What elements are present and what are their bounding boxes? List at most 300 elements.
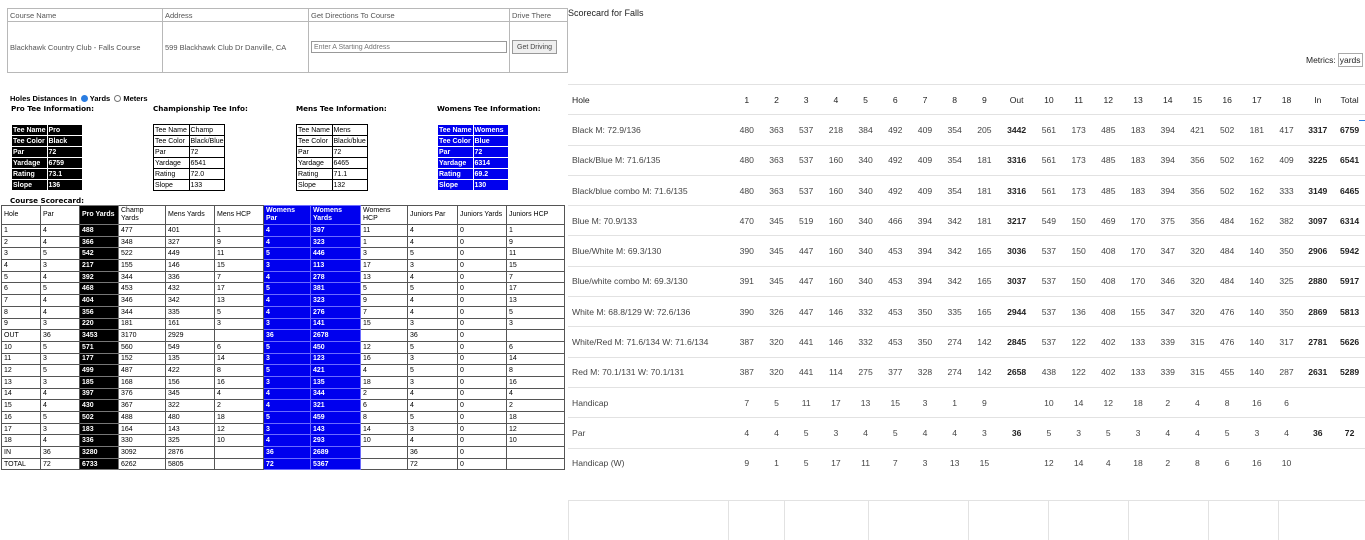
scorecard-cell xyxy=(215,447,264,459)
falls-cell: 335 xyxy=(940,297,970,327)
falls-cell: 2944 xyxy=(999,297,1034,327)
falls-column-header: 4 xyxy=(821,85,851,115)
falls-column-header: 1 xyxy=(732,85,762,115)
scorecard-cell: 5 xyxy=(41,412,80,424)
pro-tee-title: Pro Tee Information: xyxy=(11,104,95,113)
tee-info-label: Tee Color xyxy=(438,136,474,147)
falls-cell: 3097 xyxy=(1301,206,1334,236)
falls-cell: 17 xyxy=(821,448,851,478)
scorecard-cell: 9 xyxy=(507,236,565,248)
falls-cell: 342 xyxy=(940,266,970,296)
falls-cell: 492 xyxy=(880,145,910,175)
scorecard-cell: 8 xyxy=(361,412,408,424)
falls-cell: 537 xyxy=(1034,236,1064,266)
falls-cell: 287 xyxy=(1272,357,1302,387)
scorecard-cell: 4 xyxy=(408,388,458,400)
scorecard-cell: 0 xyxy=(458,236,507,248)
falls-cell: 72 xyxy=(1334,418,1365,448)
scorecard-cell: 16 xyxy=(507,376,565,388)
scorecard-column-header: Juniors HCP xyxy=(507,206,565,225)
scorecard-cell: 135 xyxy=(166,353,215,365)
falls-cell: 6314 xyxy=(1334,206,1365,236)
falls-cell: 274 xyxy=(940,357,970,387)
tee-info-row xyxy=(438,169,509,180)
falls-cell: 466 xyxy=(880,206,910,236)
scorecard-cell: 9 xyxy=(361,295,408,307)
scorecard-cell: 5 xyxy=(2,271,41,283)
falls-cell: 9 xyxy=(732,448,762,478)
drive-cell xyxy=(510,22,568,73)
falls-cell: 394 xyxy=(910,206,940,236)
scorecard-cell: 13 xyxy=(507,295,565,307)
scorecard-cell: 15 xyxy=(2,400,41,412)
scorecard-cell xyxy=(361,447,408,459)
falls-cell: 3036 xyxy=(999,236,1034,266)
falls-cell: 320 xyxy=(1183,266,1213,296)
scorecard-cell: 522 xyxy=(119,248,166,260)
scorecard-cell: 14 xyxy=(361,423,408,435)
scorecard-cell: 220 xyxy=(80,318,119,330)
scorecard-cell: 8 xyxy=(215,365,264,377)
tee-info-value: Black xyxy=(47,136,83,147)
falls-cell: 453 xyxy=(880,327,910,357)
falls-cell: 150 xyxy=(1064,206,1094,236)
falls-cell: 173 xyxy=(1064,115,1094,145)
falls-cell: 453 xyxy=(880,297,910,327)
falls-cell: 170 xyxy=(1123,206,1153,236)
scorecard-cell: 5 xyxy=(264,412,311,424)
scorecard-cell: 3 xyxy=(264,353,311,365)
scorecard-cell: 422 xyxy=(166,365,215,377)
scorecard-cell: 10 xyxy=(2,341,41,353)
scorecard-cell: 185 xyxy=(80,376,119,388)
falls-column-header: 9 xyxy=(970,85,1000,115)
tee-info-row xyxy=(297,136,368,147)
falls-column-header: 15 xyxy=(1183,85,1213,115)
scorecard-cell: 4 xyxy=(41,236,80,248)
metrics-control xyxy=(1306,53,1363,67)
scorecard-cell: 5 xyxy=(41,248,80,260)
falls-tee-row xyxy=(568,327,1365,357)
scorecard-cell: 459 xyxy=(311,412,361,424)
scorecard-cell: 3 xyxy=(408,353,458,365)
scorecard-row xyxy=(2,376,565,388)
falls-column-header: In xyxy=(1301,85,1334,115)
tee-info-row xyxy=(12,136,83,147)
falls-row-label: Blue/White M: 69.3/130 xyxy=(568,236,732,266)
scorecard-cell: 0 xyxy=(458,248,507,260)
falls-row-label: White M: 68.8/129 W: 72.6/136 xyxy=(568,297,732,327)
scorecard-cell: 335 xyxy=(166,306,215,318)
falls-cell: 347 xyxy=(1153,297,1183,327)
falls-cell: 4 xyxy=(851,418,881,448)
falls-cell: 160 xyxy=(821,266,851,296)
falls-cell: 394 xyxy=(910,266,940,296)
falls-cell: 470 xyxy=(732,206,762,236)
falls-cell: 391 xyxy=(732,266,762,296)
tee-info-value: 132 xyxy=(332,180,368,191)
scorecard-cell: 4 xyxy=(264,225,311,237)
falls-cell: 320 xyxy=(1183,236,1213,266)
tee-info-label: Par xyxy=(297,147,333,158)
scorecard-cell: 36 xyxy=(41,330,80,342)
falls-row-label: Black M: 72.9/136 xyxy=(568,115,732,145)
scorecard-cell: 168 xyxy=(119,376,166,388)
falls-cell: 114 xyxy=(821,357,851,387)
falls-cell: 3 xyxy=(910,387,940,417)
tee-info-value: 72 xyxy=(473,147,509,158)
falls-cell: 549 xyxy=(1034,206,1064,236)
scorecard-cell: 3 xyxy=(408,318,458,330)
falls-column-header: 12 xyxy=(1093,85,1123,115)
tee-info-label: Tee Name xyxy=(297,125,333,136)
scorecard-cell: 7 xyxy=(215,271,264,283)
scorecard-cell: 14 xyxy=(215,353,264,365)
falls-cell: 409 xyxy=(910,115,940,145)
falls-cell: 146 xyxy=(821,297,851,327)
falls-row-label: Red M: 70.1/131 W: 70.1/131 xyxy=(568,357,732,387)
scorecard-cell: 36 xyxy=(264,447,311,459)
falls-cell: 484 xyxy=(1212,236,1242,266)
scorecard-cell: 7 xyxy=(2,295,41,307)
scorecard-cell: 560 xyxy=(119,341,166,353)
falls-cell: 3 xyxy=(970,418,1000,448)
tee-info-row xyxy=(154,147,225,158)
scorecard-cell: 5 xyxy=(264,248,311,260)
falls-cell: 2906 xyxy=(1301,236,1334,266)
scorecard-cell: 5 xyxy=(408,283,458,295)
tee-info-label: Slope xyxy=(297,180,333,191)
tee-info-value: 69.2 xyxy=(473,169,509,180)
scorecard-cell: 325 xyxy=(166,435,215,447)
scorecard-cell: 293 xyxy=(311,435,361,447)
falls-cell: 4 xyxy=(1093,448,1123,478)
scorecard-cell: 430 xyxy=(80,400,119,412)
falls-cell: 347 xyxy=(1153,236,1183,266)
scorecard-cell: 5 xyxy=(41,341,80,353)
falls-cell: 170 xyxy=(1123,266,1153,296)
falls-cell: 133 xyxy=(1123,327,1153,357)
falls-cell: 502 xyxy=(1212,115,1242,145)
tee-info-row xyxy=(154,169,225,180)
scorecard-cell: 2 xyxy=(507,400,565,412)
falls-cell: 13 xyxy=(851,387,881,417)
falls-cell: 345 xyxy=(762,266,792,296)
starting-address-input[interactable] xyxy=(311,41,507,53)
directions-header: Get Directions To Course xyxy=(309,9,510,22)
tee-info-row xyxy=(438,125,509,136)
scorecard-cell: 0 xyxy=(458,353,507,365)
falls-cell: 409 xyxy=(1272,145,1302,175)
falls-cell: 345 xyxy=(762,206,792,236)
falls-cell: 4 xyxy=(940,418,970,448)
scorecard-cell: 1 xyxy=(361,236,408,248)
scorecard-cell: 502 xyxy=(80,412,119,424)
falls-cell: 10 xyxy=(1034,387,1064,417)
falls-cell: 3317 xyxy=(1301,115,1334,145)
scorecard-cell: 549 xyxy=(166,341,215,353)
scorecard-cell: 17 xyxy=(361,260,408,272)
scorecard-cell: 123 xyxy=(311,353,361,365)
scorecard-cell: 4 xyxy=(264,271,311,283)
scorecard-cell: 344 xyxy=(311,388,361,400)
scorecard-cell: 3 xyxy=(41,318,80,330)
scorecard-cell: 16 xyxy=(361,353,408,365)
falls-tee-row xyxy=(568,387,1365,417)
scorecard-row xyxy=(2,295,565,307)
falls-cell: 183 xyxy=(1123,115,1153,145)
scorecard-cell: 453 xyxy=(119,283,166,295)
scorecard-column-header: Womens Par xyxy=(264,206,311,225)
falls-cell: 18 xyxy=(1123,448,1153,478)
falls-cell: 142 xyxy=(970,327,1000,357)
falls-cell: 136 xyxy=(1064,297,1094,327)
scorecard-cell: TOTAL xyxy=(2,458,41,470)
scorecard-cell: 346 xyxy=(119,295,166,307)
scorecard-cell: 4 xyxy=(264,435,311,447)
tee-info-row xyxy=(297,169,368,180)
yards-radio[interactable] xyxy=(81,95,88,102)
falls-cell: 455 xyxy=(1212,357,1242,387)
scorecard-cell: 345 xyxy=(166,388,215,400)
tee-info-value: 71.1 xyxy=(332,169,368,180)
scorecard-cell: 3453 xyxy=(80,330,119,342)
falls-cell: 165 xyxy=(970,236,1000,266)
falls-cell: 2 xyxy=(1153,387,1183,417)
falls-cell: 325 xyxy=(1272,266,1302,296)
falls-cell: 320 xyxy=(762,327,792,357)
falls-cell: 485 xyxy=(1093,175,1123,205)
falls-cell: 2845 xyxy=(999,327,1034,357)
scorecard-cell: 10 xyxy=(215,435,264,447)
falls-scorecard-panel xyxy=(568,0,1365,540)
falls-cell: 502 xyxy=(1212,145,1242,175)
falls-column-header: 17 xyxy=(1242,85,1272,115)
falls-cell: 122 xyxy=(1064,327,1094,357)
scorecard-cell: 3 xyxy=(264,376,311,388)
scorecard-cell: 0 xyxy=(458,388,507,400)
metrics-select[interactable]: yards xyxy=(1339,55,1361,65)
scorecard-cell: 4 xyxy=(408,306,458,318)
scorecard-row xyxy=(2,271,565,283)
falls-cell: 5 xyxy=(762,387,792,417)
tee-info-label: Tee Name xyxy=(13,126,46,134)
scorecard-cell: 12 xyxy=(2,365,41,377)
falls-cell: 165 xyxy=(970,266,1000,296)
meters-radio[interactable] xyxy=(114,95,121,102)
scorecard-row xyxy=(2,306,565,318)
scorecard-cell: 2689 xyxy=(311,447,361,459)
falls-cell: 417 xyxy=(1272,115,1302,145)
scorecard-cell: 16 xyxy=(2,412,41,424)
scorecard-cell: 392 xyxy=(80,271,119,283)
tee-info-row xyxy=(297,158,368,169)
falls-cell: 421 xyxy=(1183,115,1213,145)
scorecard-cell: 468 xyxy=(80,283,119,295)
falls-cell: 537 xyxy=(791,145,821,175)
falls-cell: 346 xyxy=(1153,266,1183,296)
falls-cell: 387 xyxy=(732,327,762,357)
scorecard-cell: 4 xyxy=(215,388,264,400)
scorecard-cell: 6 xyxy=(507,341,565,353)
falls-cell: 15 xyxy=(880,387,910,417)
scorecard-cell: 152 xyxy=(119,353,166,365)
scroll-marker xyxy=(1359,120,1365,121)
falls-cell: 5 xyxy=(1093,418,1123,448)
scorecard-row xyxy=(2,458,565,470)
falls-cell: 350 xyxy=(910,297,940,327)
scorecard-cell: 177 xyxy=(80,353,119,365)
falls-cell: 18 xyxy=(1123,387,1153,417)
scorecard-cell: 356 xyxy=(80,306,119,318)
scorecard-cell: 4 xyxy=(41,295,80,307)
scorecard-cell: 143 xyxy=(311,423,361,435)
falls-cell: 3225 xyxy=(1301,145,1334,175)
tee-info-value: Black/Blue xyxy=(190,137,224,145)
scorecard-cell: 4 xyxy=(2,260,41,272)
falls-cell: 3037 xyxy=(999,266,1034,296)
scorecard-cell: 4 xyxy=(408,435,458,447)
falls-cell: 480 xyxy=(732,175,762,205)
scorecard-cell: 323 xyxy=(311,236,361,248)
falls-cell: 181 xyxy=(970,175,1000,205)
falls-cell: 11 xyxy=(851,448,881,478)
scorecard-cell: 4 xyxy=(264,306,311,318)
scorecard-cell: 0 xyxy=(458,435,507,447)
tee-info-label: Tee Color xyxy=(154,136,190,147)
falls-cell: 332 xyxy=(851,327,881,357)
scorecard-cell: 344 xyxy=(119,271,166,283)
tee-info-label: Par xyxy=(154,147,190,158)
scorecard-cell: 3 xyxy=(507,318,565,330)
scorecard-cell: 3 xyxy=(264,318,311,330)
tee-info-value: 72 xyxy=(189,147,225,158)
scorecard-cell: 3 xyxy=(408,376,458,388)
scorecard-cell: 6262 xyxy=(119,458,166,470)
falls-cell: 356 xyxy=(1183,145,1213,175)
scorecard-column-header: Womens Yards xyxy=(311,206,361,225)
falls-cell: 16 xyxy=(1242,387,1272,417)
scorecard-row xyxy=(2,423,565,435)
tee-info-label: Tee Color xyxy=(297,136,333,147)
scorecard-cell: 542 xyxy=(80,248,119,260)
scorecard-cell: 17 xyxy=(215,283,264,295)
falls-cell: 476 xyxy=(1212,297,1242,327)
falls-column-header: 7 xyxy=(910,85,940,115)
falls-cell: 328 xyxy=(910,357,940,387)
falls-cell: 14 xyxy=(1064,387,1094,417)
scorecard-cell: 487 xyxy=(119,365,166,377)
falls-cell: 36 xyxy=(1301,418,1334,448)
scorecard-cell: 6 xyxy=(2,283,41,295)
scorecard-cell: 322 xyxy=(166,400,215,412)
scorecard-cell: 3092 xyxy=(119,447,166,459)
falls-row-label: Handicap (W) xyxy=(568,448,732,478)
falls-cell: 5917 xyxy=(1334,266,1365,296)
falls-scorecard-table xyxy=(568,84,1365,478)
falls-cell: 15 xyxy=(970,448,1000,478)
scorecard-cell: 432 xyxy=(166,283,215,295)
falls-cell: 150 xyxy=(1064,236,1094,266)
tee-info-value: 6314 xyxy=(473,158,509,169)
falls-cell: 502 xyxy=(1212,175,1242,205)
metrics-label: Metrics: xyxy=(1306,55,1336,65)
scorecard-cell xyxy=(361,458,408,470)
get-driving-button[interactable]: Get Driving xyxy=(512,40,557,54)
scorecard-cell: 3 xyxy=(41,376,80,388)
falls-column-header: 6 xyxy=(880,85,910,115)
tee-info-value: Womens xyxy=(473,125,509,136)
falls-cell: 356 xyxy=(1183,206,1213,236)
scorecard-cell: 113 xyxy=(311,260,361,272)
scorecard-cell: 7 xyxy=(507,271,565,283)
scorecard-cell: 367 xyxy=(119,400,166,412)
falls-cell: 10 xyxy=(1272,448,1302,478)
falls-cell: 441 xyxy=(791,327,821,357)
tee-info-value: 6465 xyxy=(332,158,368,169)
scorecard-cell: 323 xyxy=(311,295,361,307)
scorecard-cell: 450 xyxy=(311,341,361,353)
scorecard-cell: 0 xyxy=(458,283,507,295)
scorecard-cell: 8 xyxy=(507,365,565,377)
scorecard-cell: 18 xyxy=(2,435,41,447)
course-info-panel xyxy=(0,0,568,540)
falls-column-header: 8 xyxy=(940,85,970,115)
falls-scorecard-title: Scorecard for Falls xyxy=(568,8,644,18)
falls-cell: 274 xyxy=(940,327,970,357)
scorecard-row xyxy=(2,225,565,237)
scorecard-cell: 6733 xyxy=(80,458,119,470)
falls-column-header: 14 xyxy=(1153,85,1183,115)
falls-tee-row xyxy=(568,418,1365,448)
scorecard-cell xyxy=(215,330,264,342)
falls-column-header: 16 xyxy=(1212,85,1242,115)
falls-cell: 5 xyxy=(880,418,910,448)
scorecard-cell: 4 xyxy=(264,400,311,412)
falls-cell: 3316 xyxy=(999,145,1034,175)
falls-tee-row xyxy=(568,297,1365,327)
tee-info-label: Yardage xyxy=(438,158,474,169)
scorecard-cell: 4 xyxy=(264,388,311,400)
falls-cell: 390 xyxy=(732,236,762,266)
scorecard-cell: 5 xyxy=(264,341,311,353)
tee-info-row xyxy=(297,125,368,136)
address-header: Address xyxy=(163,9,309,22)
scorecard-cell: 488 xyxy=(80,225,119,237)
scorecard-cell: 15 xyxy=(507,260,565,272)
tee-info-label: Rating xyxy=(438,169,474,180)
falls-column-header: 13 xyxy=(1123,85,1153,115)
scorecard-cell: 3 xyxy=(264,260,311,272)
falls-cell: 12 xyxy=(1034,448,1064,478)
falls-cell: 441 xyxy=(791,357,821,387)
scorecard-cell: 143 xyxy=(166,423,215,435)
falls-cell: 5289 xyxy=(1334,357,1365,387)
scorecard-cell: 3 xyxy=(41,423,80,435)
falls-row-label: Handicap xyxy=(568,387,732,417)
falls-cell: 333 xyxy=(1272,175,1302,205)
falls-row-label: White/Red M: 71.6/134 W: 71.6/134 xyxy=(568,327,732,357)
tee-info-label: Tee Name xyxy=(439,126,472,134)
scorecard-cell: 13 xyxy=(215,295,264,307)
falls-cell: 363 xyxy=(762,175,792,205)
falls-cell: 142 xyxy=(970,357,1000,387)
falls-row-label: Black/Blue M: 71.6/135 xyxy=(568,145,732,175)
scorecard-cell: 381 xyxy=(311,283,361,295)
falls-cell: 146 xyxy=(821,327,851,357)
scorecard-cell: 2 xyxy=(215,400,264,412)
tee-info-row xyxy=(12,169,83,180)
